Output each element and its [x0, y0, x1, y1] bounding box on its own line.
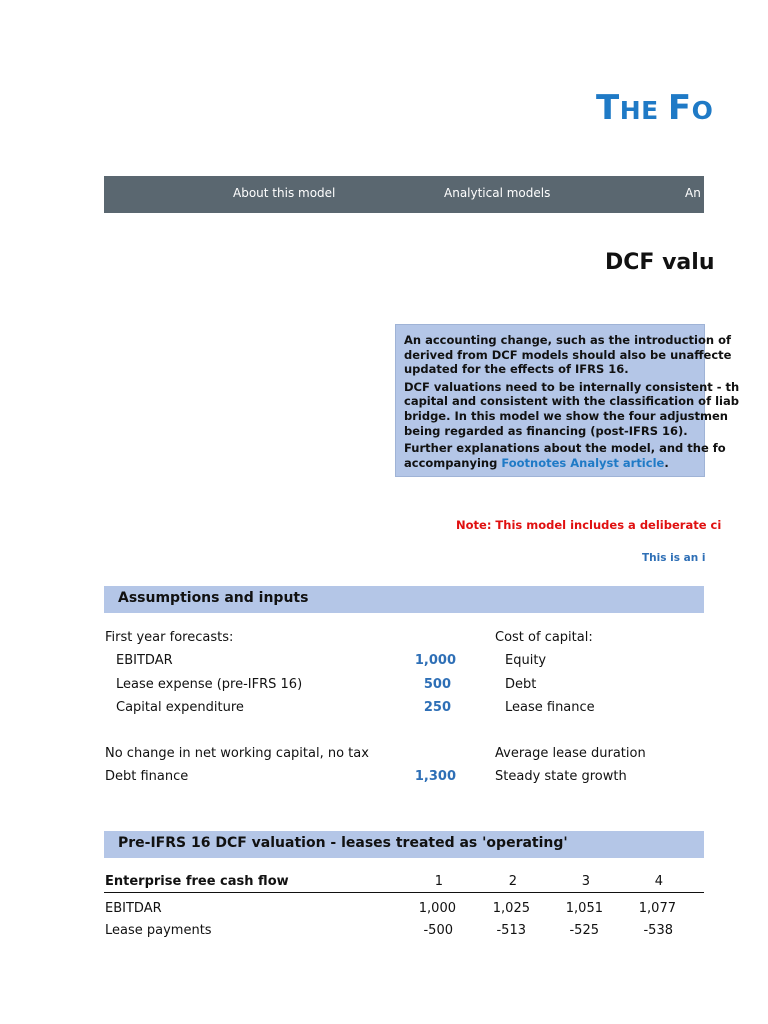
lease-expense-label: Lease expense (pre-IFRS 16)	[116, 677, 303, 692]
column-header-year-2: 2	[508, 874, 517, 889]
info-paragraph-3: Further explanations about the model, and the fo accompanying Footnotes Analyst article.	[404, 441, 726, 470]
nav-about-link[interactable]: About this model	[233, 186, 336, 200]
table-cell: -538	[643, 923, 673, 938]
pre-ifrs16-section-header: Pre-IFRS 16 DCF valuation - leases treated as 'operating'	[104, 831, 704, 858]
page-title: DCF valu	[605, 250, 715, 275]
row-label-ebitdar: EBITDAR	[105, 901, 162, 916]
nav-analytical-models-link[interactable]: Analytical models	[444, 186, 551, 200]
nav-third-link[interactable]: An	[685, 186, 701, 200]
debt-finance-input[interactable]: 1,300	[414, 769, 456, 784]
row-label-lease-payments: Lease payments	[105, 923, 212, 938]
ebitdar-input[interactable]: 1,000	[414, 653, 456, 668]
circularity-note: Note: This model includes a deliberate ci	[456, 518, 722, 532]
table-cell: -500	[423, 923, 453, 938]
cost-of-capital-label: Cost of capital:	[495, 630, 593, 645]
debt-finance-label: Debt finance	[105, 769, 189, 784]
capex-label: Capital expenditure	[116, 700, 244, 715]
info-note: This is an i	[642, 552, 706, 564]
info-paragraph-2: DCF valuations need to be internally consistent - th capital and consistent with the classification of liab bridge. In this model we show the four adjustmen being regarded as financing (post-IFRS 16).	[404, 379, 740, 438]
steady-state-growth-label: Steady state growth	[495, 769, 627, 784]
average-lease-duration-label: Average lease duration	[495, 746, 646, 761]
enterprise-fcf-title: Enterprise free cash flow	[105, 874, 289, 889]
table-cell: 1,051	[565, 901, 603, 916]
ebitdar-label: EBITDAR	[116, 653, 173, 668]
first-year-forecasts-label: First year forecasts:	[105, 630, 234, 645]
table-cell: 1,025	[492, 901, 530, 916]
lease-finance-label: Lease finance	[505, 700, 595, 715]
lease-expense-input[interactable]: 500	[423, 677, 451, 692]
table-cell: -513	[496, 923, 526, 938]
table-cell: 1,000	[418, 901, 456, 916]
table-header-rule	[104, 892, 704, 893]
info-paragraph-1: An accounting change, such as the introduction of derived from DCF models should also be unaffecte updated for the effects of IFRS 16.	[404, 333, 732, 377]
no-change-nwc-label: No change in net working capital, no tax	[105, 746, 369, 761]
assumptions-section-header: Assumptions and inputs	[104, 586, 704, 613]
column-header-year-1: 1	[434, 874, 443, 889]
top-nav-bar	[104, 176, 704, 213]
table-cell: -525	[569, 923, 599, 938]
brand-logo[interactable]: THE FO	[596, 88, 714, 128]
capex-input[interactable]: 250	[423, 700, 451, 715]
column-header-year-3: 3	[581, 874, 590, 889]
footnotes-analyst-article-link[interactable]: Footnotes Analyst article	[501, 455, 665, 470]
table-cell: 1,077	[638, 901, 676, 916]
info-box	[395, 324, 740, 477]
equity-label: Equity	[505, 653, 547, 668]
column-header-year-4: 4	[654, 874, 663, 889]
debt-label: Debt	[505, 677, 537, 692]
